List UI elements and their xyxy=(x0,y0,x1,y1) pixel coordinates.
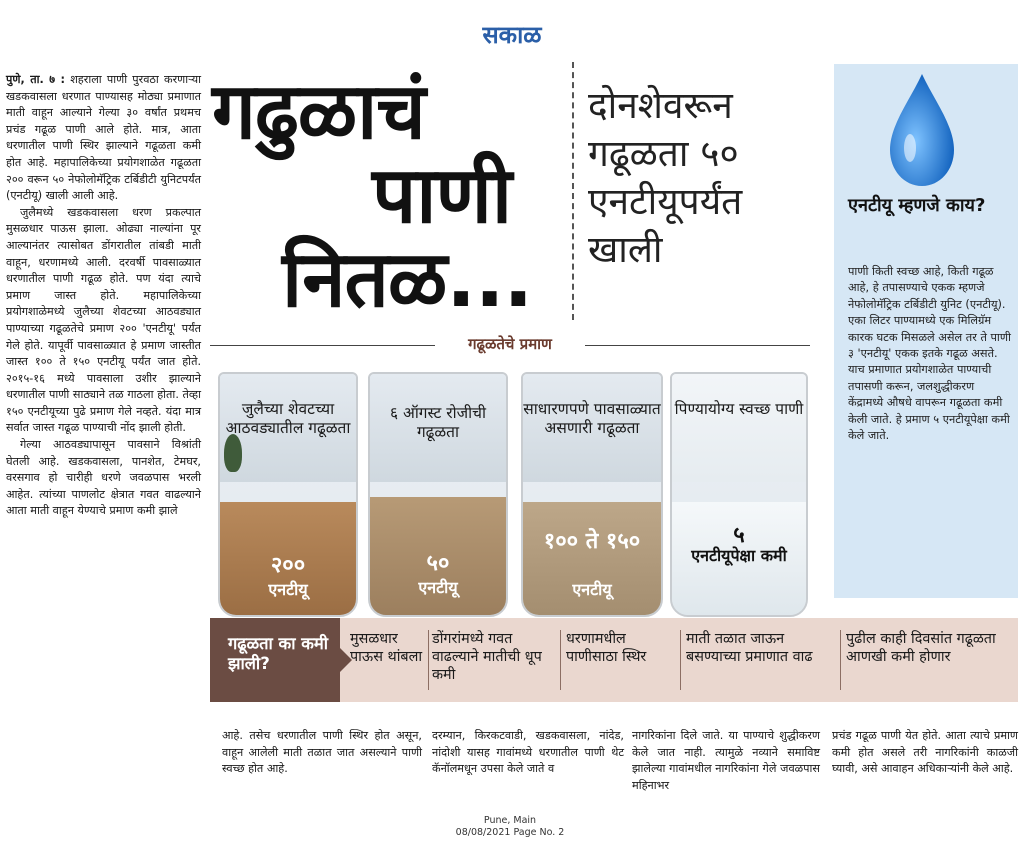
reasons-question-box xyxy=(210,618,340,702)
reason-item: मुसळधार पाऊस थांबला xyxy=(350,631,423,665)
turbidity-glass-july xyxy=(218,372,358,617)
glass-unit: एनटीयू xyxy=(418,578,458,597)
reason-divider xyxy=(428,630,429,690)
reason-divider xyxy=(680,630,681,690)
bottom-column-3: नागरिकांना दिले जाते. या पाण्याचे शुद्धीकरण केले जात नाही. त्यामुळे नव्याने समाविष्ट झालेल्या गावांमधील नागरिकांना गेले जवळपास महिनाभर xyxy=(632,729,820,792)
footer-date-page: 08/08/2021 Page No. 2 xyxy=(455,827,565,838)
glass-caption: पिण्यायोग्य स्वच्छ पाणी xyxy=(674,400,804,418)
reason-item: धरणामधील पाणीसाठा स्थिर xyxy=(566,631,647,665)
scale-rule-right xyxy=(585,345,810,346)
headline xyxy=(212,67,572,325)
glass-caption: जुलैच्या शेवटच्या आठवड्यातील गढूळता xyxy=(225,400,351,437)
scale-rule-left xyxy=(210,345,435,346)
bottom-column-2: दरम्यान, किरकटवाडी, खडकवासला, नांदेड, नांदोशी यासह गावांमध्ये धरणातील पाणी थेट कॅनॉलमधून उपसा केले जाते व xyxy=(432,729,624,776)
reason-divider xyxy=(560,630,561,690)
turbidity-glass-aug6 xyxy=(368,372,508,617)
glass-background xyxy=(672,374,806,482)
left-column xyxy=(6,72,201,520)
dateline: पुणे, ता. ७ : xyxy=(6,73,66,86)
headline-line-1: गढुळाचं xyxy=(212,67,425,157)
glass-caption: ६ ऑगस्ट रोजीची गढूळता xyxy=(389,404,487,441)
sidebar-body: पाणी किती स्वच्छ आहे, किती गढूळ आहे, हे तपासण्याचे एकक म्हणजे नेफोलोमॅट्रिक टर्बिडीटी युनिट (एनटीयू). एका लिटर पाण्यामध्ये एक मिलिग्रॅम कारक घटक मिसळले असेल तर ते पाणी ३ 'एनटीयू' एकक इतके गढूळ असते. याच प्रमाणात प्रयोगशाळेत पाण्याची तपासणी करून, जलशुद्धीकरण केंद्रामध्ये औषधे वापरून गढूळता कमी केली जाते. हे प्रमाण ५ एनटीयूपेक्षा कमी केले जाते. xyxy=(848,265,1011,443)
scale-title: गढूळतेचे प्रमाण xyxy=(440,334,580,354)
reason-item: डोंगरांमध्ये गवत वाढल्याने मातीची धूप कमी xyxy=(432,631,542,683)
subheadline: दोनशेवरून गढूळता ५० एनटीयूपर्यंत खाली xyxy=(588,84,743,271)
turbidity-glass-drinkable xyxy=(670,372,808,617)
sidebar-title: एनटीयू म्हणजे काय? xyxy=(848,195,986,216)
tree-graphic xyxy=(224,434,242,472)
glass-caption: साधारणपणे पावसाळ्यात असणारी गढूळता xyxy=(523,400,661,437)
glass-unit: एनटीयू xyxy=(572,580,612,599)
scale-title-row xyxy=(210,334,810,358)
bottom-column-4: प्रचंड गढूळ पाणी येत होते. आता त्याचे प्रमाण कमी होत असले तरी नागरिकांनी काळजी घ्यावी, असे आवाहन अधिकाऱ्यांनी केले आहे. xyxy=(832,729,1018,776)
glass-value: ५ xyxy=(733,523,745,548)
glass-value: २०० xyxy=(270,553,306,578)
left-paragraph-3: गेल्या आठवड्यापासून पावसाने विश्रांती घेतली आहे. खडकवासला, पानशेत, टेमघर, वरसगाव हो चारीही धरणे जवळपास भरली आहेत. त्यांच्या पाणलोट क्षेत्रात गवत वाढल्याने आता माती वाहून येण्याचे प्रमाण कमी झाले xyxy=(6,438,201,518)
left-paragraph-1-text: शहराला पाणी पुरवठा करणाऱ्या खडकवासला धरणात पाण्यासह मोठ्या प्रमाणात माती वाहून आल्याने गेल्या ३० वर्षांत प्रथमच प्रचंड गढूळ पाणी आले होते. मात्र, आता धरणातील पाणी स्थिर झाल्याने गढूळता कमी होत आहे. महापालिकेच्या प्रयोगशाळेत गढूळता २०० वरून ५० नेफोलोमॅट्रिक टर्बिडीटी युनिटपर्यंत (एनटीयू) खाली आली आहे. xyxy=(6,73,201,203)
headline-line-2: पाणी xyxy=(372,151,512,241)
turbidity-glass-monsoon xyxy=(521,372,663,617)
headline-divider xyxy=(572,62,574,320)
glass-value: १०० ते १५० xyxy=(543,529,641,554)
page-footer xyxy=(400,815,620,839)
reason-item: पुढील काही दिवसांत गढूळता आणखी कमी होणार xyxy=(846,631,996,665)
bottom-column-1: आहे. तसेच धरणातील पाणी स्थिर होत असून, वाहून आलेली माती तळात जात असल्याने पाणी स्वच्छ होत आहे. xyxy=(222,729,422,776)
water-drop-icon xyxy=(882,70,962,190)
left-paragraph-1 xyxy=(6,72,201,205)
glass-unit: एनटीयू xyxy=(268,580,308,599)
reason-item: माती तळात जाऊन बसण्याच्या प्रमाणात वाढ xyxy=(686,631,813,665)
glass-unit: एनटीयूपेक्षा कमी xyxy=(691,546,787,565)
reasons-bar xyxy=(210,618,1018,702)
masthead: सकाळ xyxy=(482,21,542,49)
headline-line-3: नितळ... xyxy=(282,235,533,325)
reason-divider xyxy=(840,630,841,690)
reasons-question: गढूळता का कमी झाली? xyxy=(228,634,329,673)
left-paragraph-2: जुलैमध्ये खडकवासला धरण प्रकल्पात मुसळधार पाऊस झाला. ओढ्या नाल्यांना पूर आल्यानंतर त्यासोबत डोंगरातील तांबडी माती वाहून, धरणामध्ये आली. दरवर्षी पावसाळ्यात धरणातील पाणी गढूळ होते. पण यंदा त्याचे प्रमाण जास्त होते. महापालिकेच्या प्रयोगशाळेमध्ये जुलैच्या शेवटच्या आठवड्यात पाण्याच्या गढूळतेचे प्रमाण २०० 'एनटीयू' पर्यंत गेले होते. यापूर्वी पावसाळ्यात हे प्रमाण जास्तीत जास्त १०० ते १५० एनटीयू पर्यंत जात होते. २०१५-१६ मध्ये पावसाला उशीर झाल्याने धरणातील पाणी साठ्याने तळ गाठला होता. तेव्हा १५० एनटीयूच्या पुढे प्रमाण गेले नव्हते. यंदा मात्र सर्वात जास्त गढूळ पाण्याची नोंद झाली होती. xyxy=(6,205,201,435)
glass-value: ५० xyxy=(426,551,450,576)
sidebar-ntu-explainer xyxy=(834,64,1018,598)
footer-edition: Pune, Main xyxy=(483,815,537,826)
